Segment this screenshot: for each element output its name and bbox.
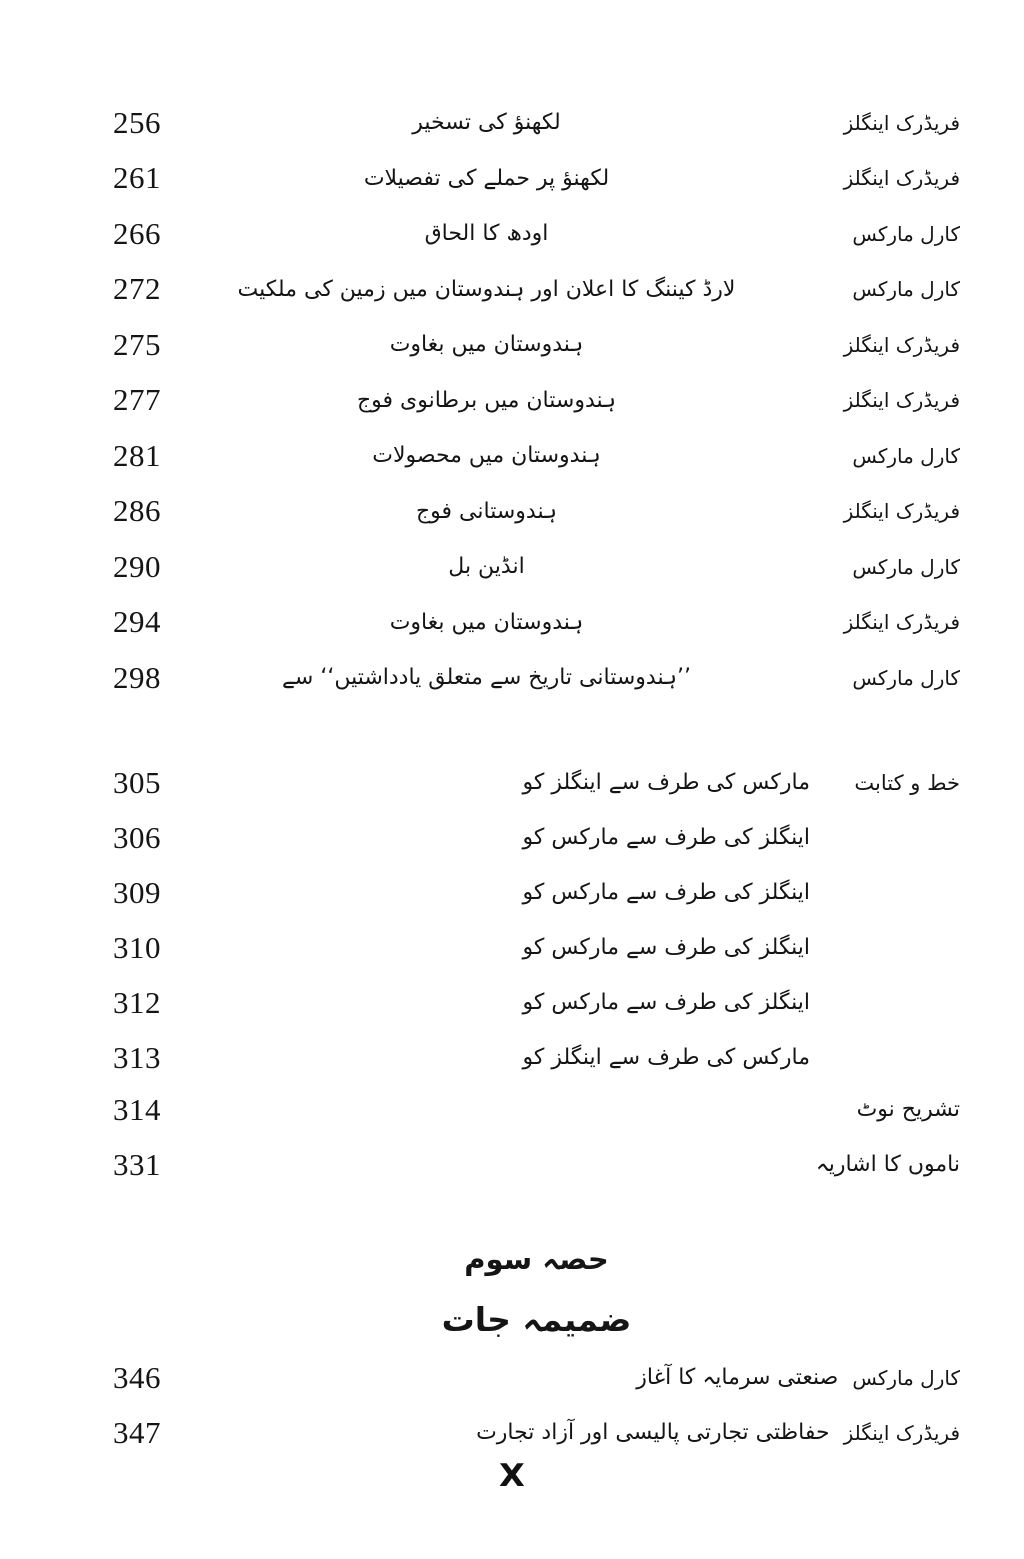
entry-title: ہندوستانی فوج xyxy=(415,498,557,524)
backmatter-section xyxy=(113,1082,960,1192)
part-subtitle: ضمیمہ جات xyxy=(441,1300,632,1339)
correspondence-section-header: خط و کتابت xyxy=(854,770,960,795)
entry-author: فریڈرک اینگلز xyxy=(843,1420,960,1445)
toc-row xyxy=(113,975,960,1030)
entry-title: ہندوستان میں بغاوت xyxy=(389,332,584,358)
toc-row xyxy=(113,1405,960,1460)
entry-title: لارڈ کیننگ کا اعلان اور ہندوستان میں زمین کی ملکیت xyxy=(237,276,736,302)
page-number: 281 xyxy=(113,437,161,473)
page-number: 294 xyxy=(113,604,161,640)
entry-author: کارل مارکس xyxy=(852,443,960,468)
entry-title: حفاظتی تجارتی پالیسی اور آزاد تجارت xyxy=(476,1420,830,1445)
toc-row xyxy=(113,865,960,920)
toc-row xyxy=(113,262,960,318)
entry-title: انڈین بل xyxy=(448,554,525,580)
entry-title: لکھنؤ کی تسخیر xyxy=(412,110,561,136)
entry-author: کارل مارکس xyxy=(852,1365,960,1390)
page-number: 275 xyxy=(113,326,161,362)
entry-title: صنعتی سرمایہ کا آغاز xyxy=(636,1365,839,1390)
page-number: 290 xyxy=(113,548,161,584)
page-number: 313 xyxy=(113,1039,161,1075)
toc-row xyxy=(113,151,960,207)
part-title: حصہ سوم xyxy=(464,1242,609,1276)
toc-row xyxy=(113,595,960,651)
entry-author: فریڈرک اینگلز xyxy=(843,332,960,357)
entry-author: کارل مارکس xyxy=(852,665,960,690)
toc-row xyxy=(113,920,960,975)
page-number: 298 xyxy=(113,659,161,695)
entry-author: فریڈرک اینگلز xyxy=(843,110,960,135)
toc-row xyxy=(113,755,960,810)
entry-title: اینگلز کی طرف سے مارکس کو xyxy=(522,880,810,905)
entry-title: اینگلز کی طرف سے مارکس کو xyxy=(522,935,810,960)
toc-row xyxy=(113,317,960,373)
page-number: 306 xyxy=(113,819,161,855)
entry-title: ہندوستان میں محصولات xyxy=(372,443,601,469)
entry-author: فریڈرک اینگلز xyxy=(843,610,960,635)
toc-row xyxy=(113,373,960,429)
entry-title: اینگلز کی طرف سے مارکس کو xyxy=(522,990,810,1015)
page-number: 310 xyxy=(113,929,161,965)
page-number: 261 xyxy=(113,160,161,196)
entry-title: اودھ کا الحاق xyxy=(424,221,549,247)
entry-author: فریڈرک اینگلز xyxy=(843,166,960,191)
entry-author: کارل مارکس xyxy=(852,221,960,246)
toc-row xyxy=(113,1137,960,1192)
toc-row xyxy=(113,650,960,706)
page-number: 272 xyxy=(113,271,161,307)
page-number: 309 xyxy=(113,874,161,910)
entry-title: ہندوستان میں برطانوی فوج xyxy=(356,387,617,413)
entry-title: ہندوستان میں بغاوت xyxy=(389,609,584,635)
entry-title: مارکس کی طرف سے اینگلز کو xyxy=(522,770,810,795)
page-number: 286 xyxy=(113,493,161,529)
articles-section xyxy=(113,95,960,706)
page-number: 312 xyxy=(113,984,161,1020)
page-number: 277 xyxy=(113,382,161,418)
page-number: 305 xyxy=(113,764,161,800)
entry-title: لکھنؤ پر حملے کی تفصیلات xyxy=(363,165,610,191)
part-heading-block xyxy=(113,1230,960,1352)
entry-title: ’’ہندوستانی تاریخ سے متعلق یادداشتیں‘‘ سے xyxy=(282,665,691,691)
page-number: 256 xyxy=(113,104,161,140)
toc-row xyxy=(113,1350,960,1405)
entry-author: کارل مارکس xyxy=(852,277,960,302)
toc-row xyxy=(113,1082,960,1137)
correspondence-section xyxy=(113,755,960,1085)
entry-title: ناموں کا اشاریہ xyxy=(815,1152,960,1177)
entry-title: اینگلز کی طرف سے مارکس کو xyxy=(522,825,810,850)
page-number: 314 xyxy=(113,1091,161,1127)
appendices-section xyxy=(113,1350,960,1460)
entry-author: فریڈرک اینگلز xyxy=(843,388,960,413)
entry-title: مارکس کی طرف سے اینگلز کو xyxy=(522,1045,810,1070)
toc-row xyxy=(113,95,960,151)
entry-author: فریڈرک اینگلز xyxy=(843,499,960,524)
toc-row xyxy=(113,484,960,540)
toc-row xyxy=(113,810,960,865)
toc-row xyxy=(113,428,960,484)
entry-title: تشریح نوٹ xyxy=(856,1097,960,1122)
page-number: 331 xyxy=(113,1146,161,1182)
toc-row xyxy=(113,206,960,262)
toc-row xyxy=(113,539,960,595)
page-number: 347 xyxy=(113,1414,161,1450)
folio-x-mark: X xyxy=(499,1458,525,1494)
page-number: 266 xyxy=(113,215,161,251)
toc-row xyxy=(113,1030,960,1085)
entry-author: کارل مارکس xyxy=(852,554,960,579)
page-number: 346 xyxy=(113,1359,161,1395)
folio-container xyxy=(0,1458,1024,1494)
